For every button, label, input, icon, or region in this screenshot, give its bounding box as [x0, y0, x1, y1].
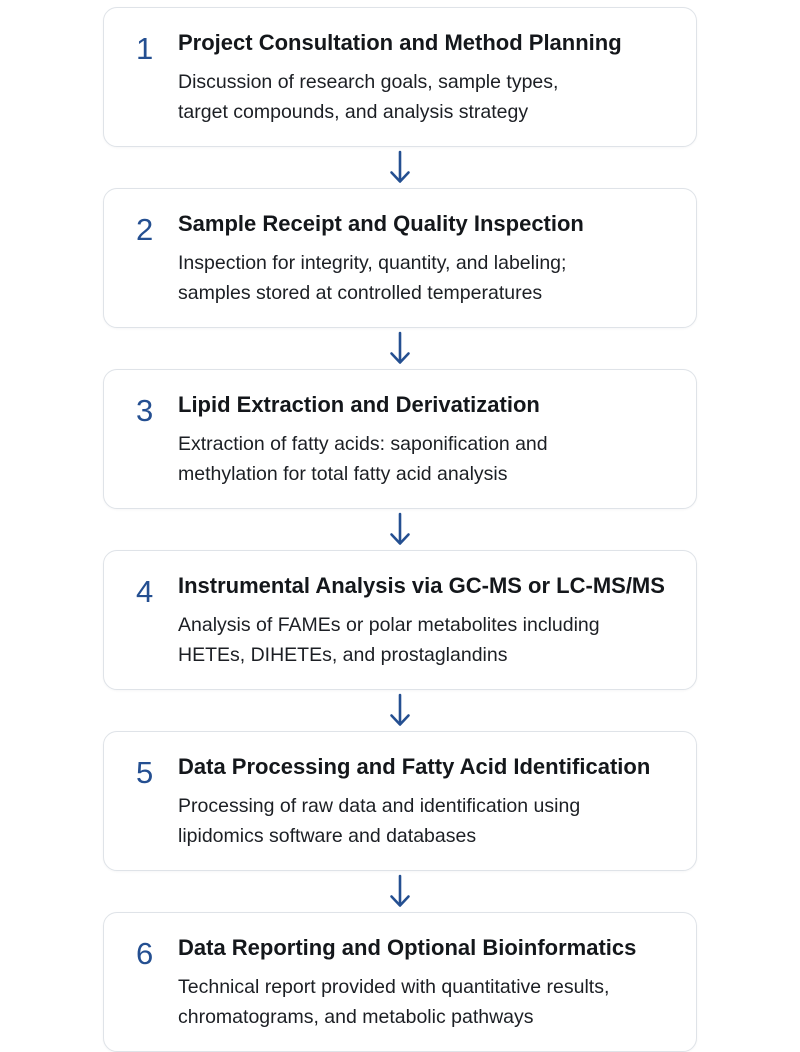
step-number: 2 [136, 212, 154, 247]
step-title: Project Consultation and Method Planning [178, 30, 622, 55]
step-number: 6 [136, 936, 154, 971]
step-description [178, 610, 688, 670]
step-description-line: HETEs, DIHETEs, and prostaglandins [178, 644, 508, 666]
step-description-line: Discussion of research goals, sample types, [178, 71, 559, 93]
step-card-3 [103, 369, 697, 509]
step-card-6 [103, 912, 697, 1052]
step-description-line: Extraction of fatty acids: saponification and [178, 433, 548, 455]
step-description-line: samples stored at controlled temperatures [178, 282, 543, 304]
step-title: Data Processing and Fatty Acid Identification [178, 754, 651, 779]
connector [103, 690, 697, 731]
step-title: Data Reporting and Optional Bioinformatics [178, 935, 637, 960]
step-card-4 [103, 550, 697, 690]
step-number: 1 [136, 31, 154, 66]
step-card-5 [103, 731, 697, 871]
arrow-down-icon [388, 331, 412, 367]
step-number: 4 [136, 574, 154, 609]
step-title: Instrumental Analysis via GC-MS or LC-MS/MS [178, 573, 665, 598]
step-card-1 [103, 7, 697, 147]
step-description-line: Inspection for integrity, quantity, and labeling; [178, 252, 567, 274]
step-description-line: Technical report provided with quantitative results, [178, 976, 610, 998]
step-description-line: Processing of raw data and identification using [178, 795, 581, 817]
connector [103, 147, 697, 188]
step-number: 3 [136, 393, 154, 428]
step-number: 5 [136, 755, 154, 790]
arrow-down-icon [388, 874, 412, 910]
step-description-line: lipidomics software and databases [178, 825, 477, 847]
connector [103, 871, 697, 912]
connector [103, 509, 697, 550]
step-title: Lipid Extraction and Derivatization [178, 392, 540, 417]
arrow-down-icon [388, 512, 412, 548]
step-title: Sample Receipt and Quality Inspection [178, 211, 584, 236]
step-description-line: Analysis of FAMEs or polar metabolites including [178, 614, 600, 636]
workflow-diagram [103, 7, 697, 1052]
step-description-line: methylation for total fatty acid analysis [178, 463, 508, 485]
connector [103, 328, 697, 369]
step-description [178, 429, 688, 489]
arrow-down-icon [388, 693, 412, 729]
step-description [178, 791, 688, 851]
step-description [178, 248, 688, 308]
step-description [178, 67, 688, 127]
arrow-down-icon [388, 150, 412, 186]
step-description-line: target compounds, and analysis strategy [178, 101, 529, 123]
step-description-line: chromatograms, and metabolic pathways [178, 1006, 534, 1028]
step-description [178, 972, 688, 1032]
step-card-2 [103, 188, 697, 328]
